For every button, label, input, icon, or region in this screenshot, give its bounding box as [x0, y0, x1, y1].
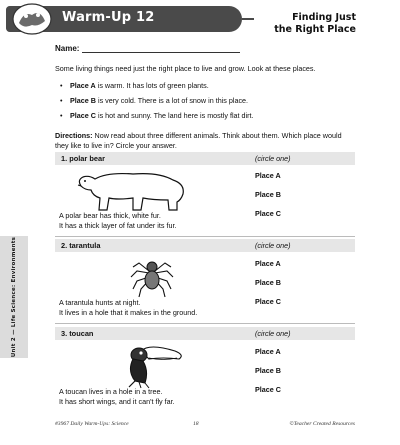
subtitle-line-1: Finding Just [292, 12, 356, 23]
option-place-c[interactable]: Place C [255, 209, 281, 218]
circle-one-hint: (circle one) [255, 329, 291, 338]
option-place-a[interactable]: Place A [255, 259, 281, 268]
animal-desc-line-1: A toucan lives in a hole in a tree. [59, 387, 163, 396]
option-place-c[interactable]: Place C [255, 297, 281, 306]
option-place-c[interactable]: Place C [255, 385, 281, 394]
circle-one-hint: (circle one) [255, 241, 291, 250]
option-place-a[interactable]: Place A [255, 171, 281, 180]
worksheet-title: Warm-Up 12 [62, 10, 155, 25]
page-footer [55, 421, 355, 427]
place-desc: is hot and sunny. The land here is mostly flat dirt. [95, 111, 254, 120]
animal-section-toucan [55, 327, 355, 415]
footer-publisher: ©Teacher Created Resources [289, 421, 355, 427]
page-number: 18 [193, 421, 199, 427]
animal-desc-line-2: It lives in a hole that it makes in the ground. [59, 308, 198, 317]
section-divider [55, 323, 355, 324]
tarantula-icon [127, 253, 177, 299]
animal-title: 1. polar bear [61, 154, 105, 163]
section-divider [55, 236, 355, 237]
place-name: Place C [70, 111, 96, 120]
circle-one-hint: (circle one) [255, 154, 291, 163]
animal-section-tarantula [55, 239, 355, 324]
option-place-b[interactable]: Place B [255, 366, 281, 375]
place-name: Place A [70, 81, 96, 90]
section-header [55, 327, 355, 340]
directions-body: Now read about three different animals. Think about them. Which place would they like to live in? Circle your answer. [55, 131, 342, 150]
place-item [60, 80, 350, 95]
bullet-icon: • [60, 111, 63, 120]
worksheet-subtitle [236, 12, 356, 36]
directions-label: Directions: [55, 131, 93, 140]
place-item [60, 110, 350, 125]
place-desc: is very cold. There is a lot of snow in this place. [95, 96, 249, 105]
place-list [60, 80, 350, 125]
option-place-a[interactable]: Place A [255, 347, 281, 356]
animal-title: 2. tarantula [61, 241, 101, 250]
name-label: Name: [55, 44, 80, 53]
place-name: Place B [70, 96, 96, 105]
place-item [60, 95, 350, 110]
footer-book-title: #3967 Daily Warm-Ups: Science [55, 421, 129, 427]
animal-title: 3. toucan [61, 329, 94, 338]
animal-desc-line-1: A polar bear has thick, white fur. [59, 211, 161, 220]
bullet-icon: • [60, 96, 63, 105]
bullet-icon: • [60, 81, 63, 90]
place-desc: is warm. It has lots of green plants. [95, 81, 209, 90]
animal-desc-line-1: A tarantula hunts at night. [59, 298, 141, 307]
intro-text: Some living things need just the right place to live and grow. Look at these places. [55, 64, 316, 73]
unit-side-label: Unit 2 — Life Science: Environments [11, 236, 17, 358]
warm-up-logo-icon [10, 1, 54, 37]
animal-desc-line-2: It has short wings, and it can't fly far. [59, 397, 175, 406]
option-place-b[interactable]: Place B [255, 278, 281, 287]
animal-desc-line-2: It has a thick layer of fat under its fur. [59, 221, 177, 230]
toucan-icon [119, 341, 189, 389]
polar-bear-icon [73, 166, 193, 214]
option-place-b[interactable]: Place B [255, 190, 281, 199]
name-field[interactable] [82, 52, 240, 53]
animal-section-polar-bear [55, 152, 355, 237]
directions-text [55, 131, 355, 151]
subtitle-line-2: the Right Place [274, 24, 356, 35]
